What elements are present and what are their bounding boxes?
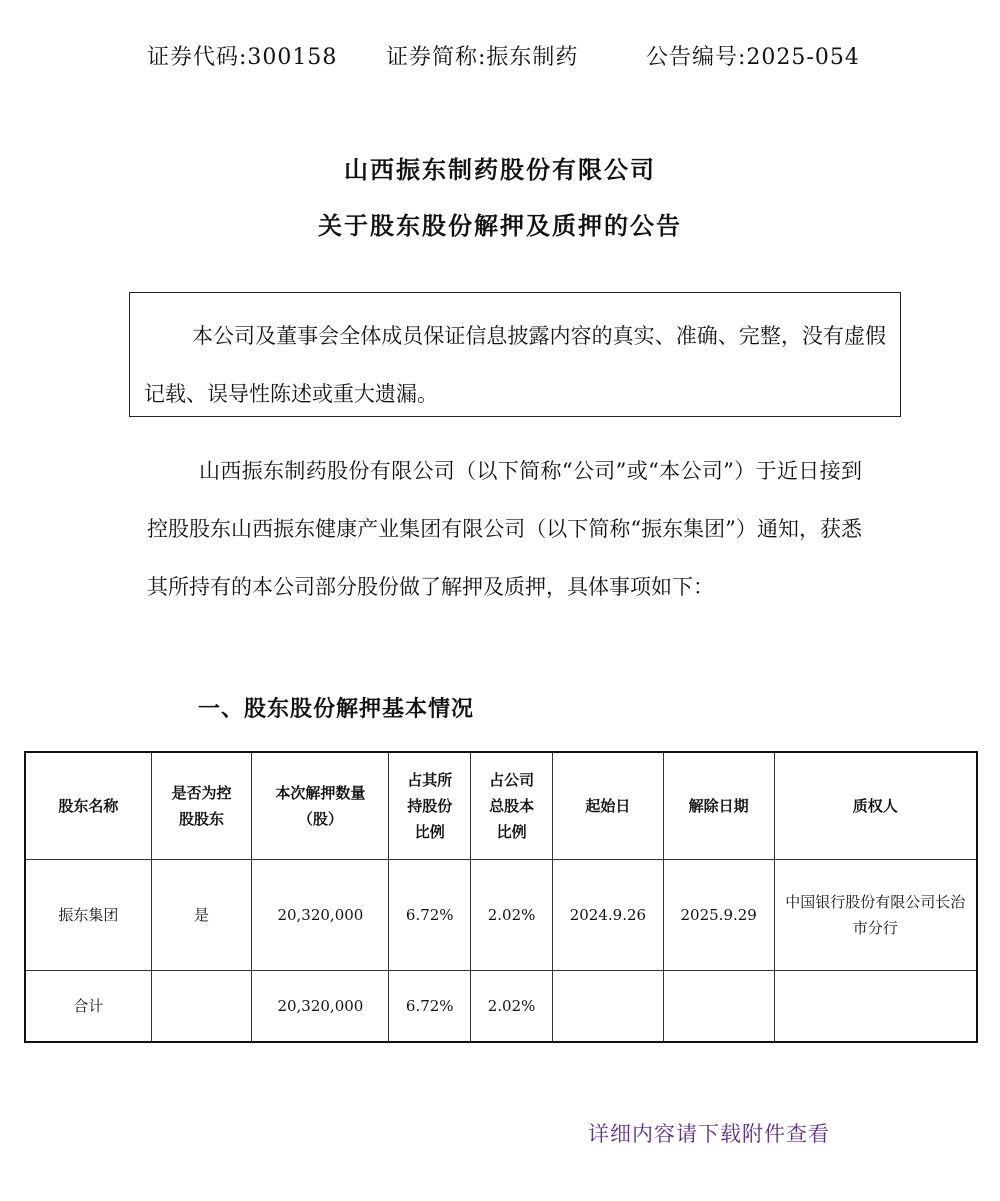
- announcement-title: 关于股东股份解押及质押的公告: [318, 211, 682, 240]
- body-paragraph: 山西振东制药股份有限公司（以下简称“公司”或“本公司”）于近日接到控股股东山西振东健康产业集团有限公司（以下简称“振东集团”）通知，获悉其所持有的本公司部分股份做了解押及质押，具体事项如下：: [147, 459, 862, 599]
- cell-total-pledgee: [774, 971, 977, 1043]
- security-short-name: 证券简称:振东制药: [386, 45, 579, 70]
- cell-release-quantity: 20,320,000: [252, 860, 389, 971]
- cell-pledgee: 中国银行股份有限公司长治市分行: [774, 860, 977, 971]
- announcement-number: 公告编号:2025-054: [646, 45, 860, 70]
- cell-pct-of-total: 2.02%: [471, 860, 553, 971]
- cell-total-label: 合计: [25, 971, 151, 1043]
- cell-pct-of-holdings: 6.72%: [389, 860, 471, 971]
- cell-total-quantity: 20,320,000: [252, 971, 389, 1043]
- cell-is-controlling: 是: [151, 860, 252, 971]
- cell-release-date: 2025.9.29: [663, 860, 774, 971]
- col-start-date: 起始日: [553, 752, 664, 860]
- cell-total-controlling: [151, 971, 252, 1043]
- col-pct-of-total: 占公司总股本比例: [471, 752, 553, 860]
- cell-total-release-date: [663, 971, 774, 1043]
- cell-start-date: 2024.9.26: [553, 860, 664, 971]
- table-total-row: [25, 971, 977, 1043]
- col-pct-of-holdings: 占其所持股份比例: [389, 752, 471, 860]
- pledge-release-table: [24, 751, 978, 1043]
- col-shareholder-name: 股东名称: [25, 752, 151, 860]
- section-heading: 一、股东股份解押基本情况: [198, 696, 475, 722]
- security-code: 证券代码:300158: [147, 45, 338, 70]
- cell-shareholder: 振东集团: [25, 860, 151, 971]
- cell-total-pct-holdings: 6.72%: [389, 971, 471, 1043]
- company-title: 山西振东制药股份有限公司: [344, 155, 656, 184]
- cell-total-pct-total: 2.02%: [471, 971, 553, 1043]
- table-row: [25, 860, 977, 971]
- board-statement-box: [129, 292, 901, 417]
- cell-total-start-date: [553, 971, 664, 1043]
- board-statement-text: 本公司及董事会全体成员保证信息披露内容的真实、准确、完整，没有虚假记载、误导性陈述或重大遗漏。: [144, 324, 886, 406]
- col-pledgee: 质权人: [774, 752, 977, 860]
- col-is-controlling: 是否为控股股东: [151, 752, 252, 860]
- col-release-quantity: 本次解押数量（股）: [252, 752, 389, 860]
- table-header-row: [25, 752, 977, 860]
- col-release-date: 解除日期: [663, 752, 774, 860]
- download-attachment-link[interactable]: 详细内容请下载附件查看: [588, 1122, 830, 1146]
